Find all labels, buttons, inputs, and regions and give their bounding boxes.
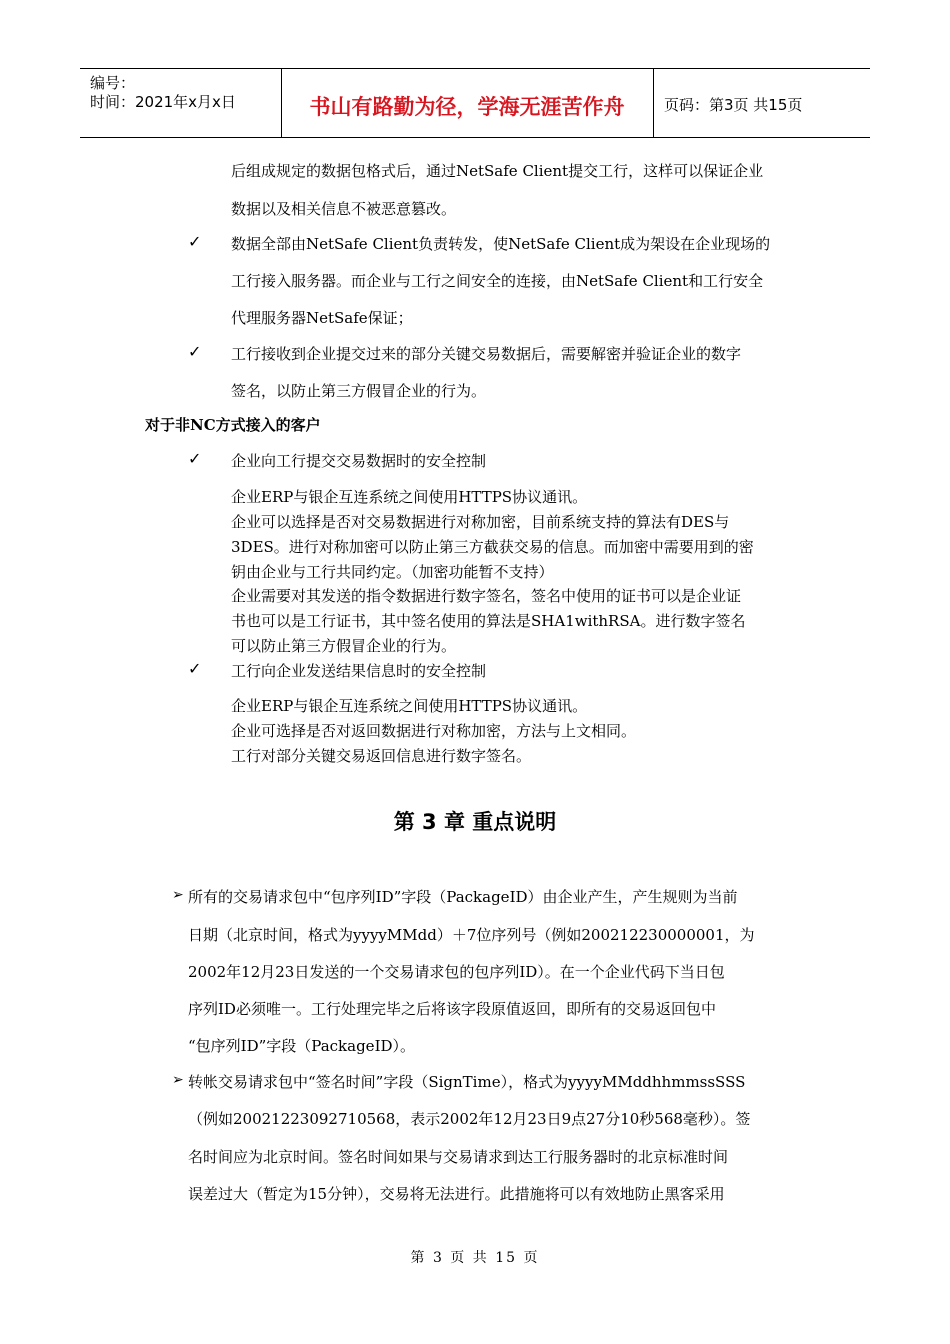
number-label: 编号： [90,74,136,92]
note-line: 误差过大（暂定为15分钟），交易将无法进行。此措施将可以有效地防止黑客采用 [188,1185,725,1203]
note-line: “包序列ID”字段（PackageID）。 [188,1037,416,1055]
bullet-line: 代理服务器NetSafe保证； [231,309,413,327]
page-info: 页码：第3页 共15页 [664,96,803,114]
bullet-line: 签名，以防止第三方假冒企业的行为。 [231,382,487,400]
bullet-detail-line: 3DES。进行对称加密可以防止第三方截获交易的信息。而加密中需要用到的密 [231,538,754,556]
paragraph-line: 数据以及相关信息不被恶意篡改。 [231,200,457,218]
note-line: （例如20021223092710568，表示2002年12月23日9点27分10秒568毫秒）。签 [188,1110,751,1128]
bullet-detail-line: 企业ERP与银企互连系统之间使用HTTPS协议通讯。 [231,488,588,506]
note-line: 所有的交易请求包中“包序列ID”字段（PackageID）由企业产生，产生规则为当前 [188,888,738,906]
header-table [80,68,870,138]
note-line: 转帐交易请求包中“签名时间”字段（SignTime），格式为yyyyMMddhhmmssSSS [188,1073,746,1091]
note-line: 名时间应为北京时间。签名时间如果与交易请求到达工行服务器时的北京标准时间 [188,1148,729,1166]
section-title: 对于非NC方式接入的客户 [145,416,321,434]
chapter-title: 第 3 章 重点说明 [393,810,557,834]
bullet-detail-line: 工行对部分关键交易返回信息进行数字签名。 [231,747,532,765]
bullet-detail-line: 企业需要对其发送的指令数据进行数字签名，签名中使用的证书可以是企业证 [231,587,742,605]
bullet-detail-line: 可以防止第三方假冒企业的行为。 [231,637,457,655]
header-middle-cell [281,69,654,137]
motto: 书山有路勤为径，学海无涯苦作舟 [309,95,625,119]
bullet-title: 企业向工行提交交易数据时的安全控制 [231,452,487,470]
time-label: 时间：2021年x月x日 [90,93,236,111]
bullet-title: 工行向企业发送结果信息时的安全控制 [231,662,487,680]
bullet-line: 工行接入服务器。而企业与工行之间安全的连接，由NetSafe Client和工行安全 [231,272,764,290]
bullet-line: 工行接收到企业提交过来的部分关键交易数据后，需要解密并验证企业的数字 [231,345,742,363]
page-footer: 第 3 页 共 15 页 [410,1250,540,1266]
bullet-detail-line: 钥由企业与工行共同约定。（加密功能暂不支持） [231,563,554,581]
bullet-detail-line: 企业可选择是否对返回数据进行对称加密，方法与上文相同。 [231,722,637,740]
note-line: 日期（北京时间，格式为yyyyMMdd）＋7位序列号（例如200212230000001，为 [188,926,755,944]
arrow-bullet-icon: ➢ [172,1072,184,1088]
header-left-cell [80,69,282,137]
checkmark-icon: ✓ [188,659,202,678]
note-line: 序列ID必须唯一。工行处理完毕之后将该字段原值返回，即所有的交易返回包中 [188,1000,716,1018]
paragraph-line: 后组成规定的数据包格式后，通过NetSafe Client提交工行，这样可以保证企业 [231,162,764,180]
checkmark-icon: ✓ [188,342,202,361]
bullet-detail-line: 企业可以选择是否对交易数据进行对称加密，目前系统支持的算法有DES与 [231,513,730,531]
bullet-detail-line: 书也可以是工行证书，其中签名使用的算法是SHA1withRSA。进行数字签名 [231,612,746,630]
note-line: 2002年12月23日发送的一个交易请求包的包序列ID）。在一个企业代码下当日包 [188,963,725,981]
checkmark-icon: ✓ [188,232,202,251]
bullet-line: 数据全部由NetSafe Client负责转发，使NetSafe Client成为架设在企业现场的 [231,235,771,253]
checkmark-icon: ✓ [188,449,202,468]
header-right-cell [654,69,870,137]
arrow-bullet-icon: ➢ [172,887,184,903]
bullet-detail-line: 企业ERP与银企互连系统之间使用HTTPS协议通讯。 [231,697,588,715]
